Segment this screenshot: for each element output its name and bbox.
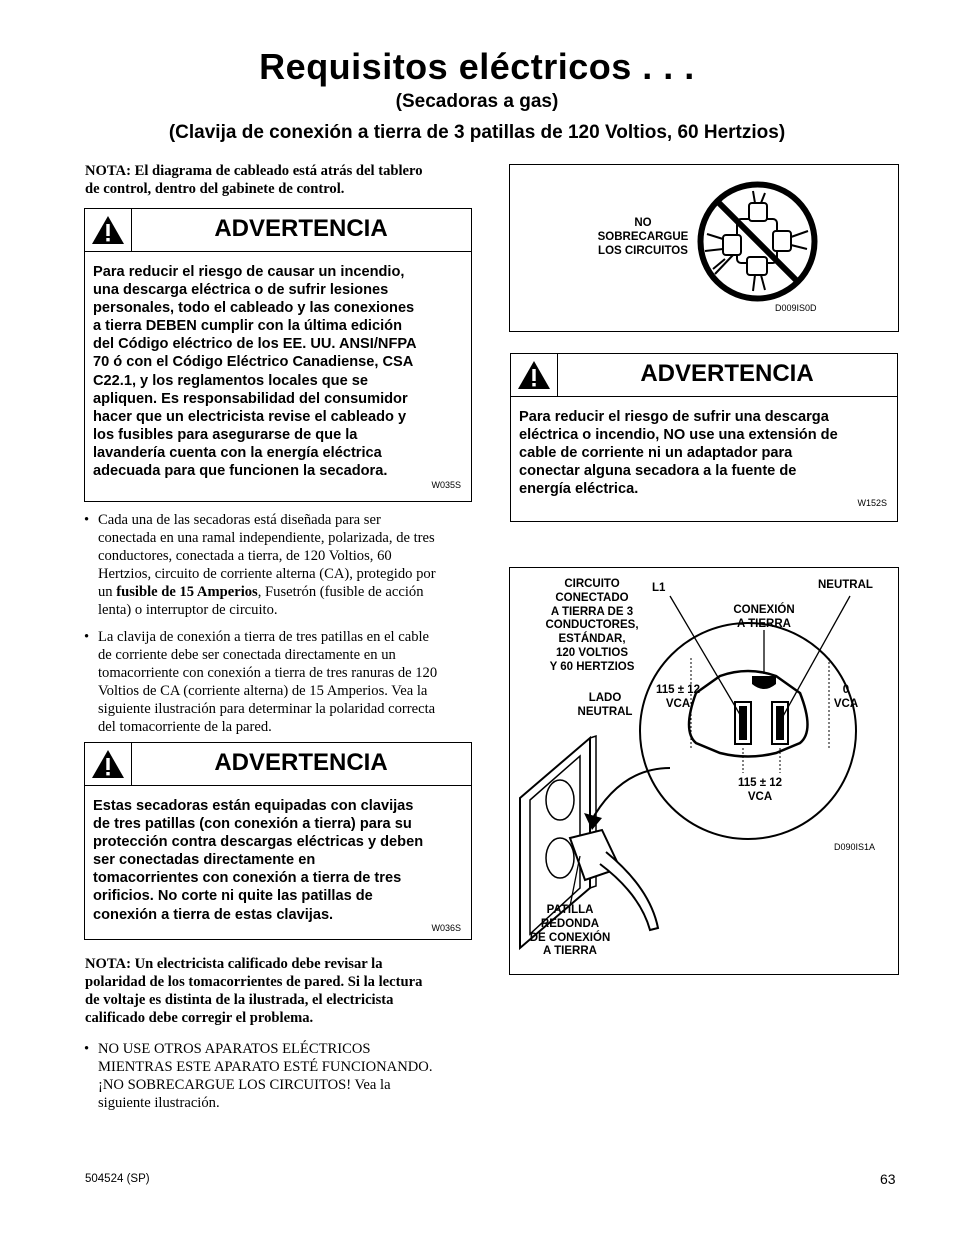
figure-code: D090IS1A [834, 842, 876, 852]
warning-header [511, 354, 897, 397]
page-subtitle-2: (Clavija de conexión a tierra de 3 patillas de 120 Voltios, 60 Hertzios) [168, 122, 786, 143]
circuit-label: CIRCUITO CONECTADO A TIERRA DE 3 CONDUCTORES, ESTÁNDAR, 120 VOLTIOS Y 60 HERTZIOS [545, 578, 639, 673]
warning-title: ADVERTENCIA [214, 749, 388, 776]
bullet-circuit: • Cada una de las secadoras está diseñada para ser conectada en una ramal independiente, polarizada, de tres conductores, conectada a tierra, de 120 Voltios, 60 Hertzios, circuito de corriente alterna (CA), protegido por un fusible de 15 Amperios, Fusetrón (fusible de acción lenta) o interruptor de circuito. [84, 512, 436, 619]
warning-text: Para reducir el riesgo de causar un incendio, una descarga eléctrica o de sufrir lesiones personales, todo el cableado y las conexiones a tierra DEBEN cumplir con la última edición del Código eléctrico de los EE. UU. ANSI/NFPA 70 ó con el Código Eléctrico Canadiense, CSA C22.1, y los reglamentos locales que se apliquen. Es responsabilidad del consumidor hacer que un electricista revise el cableado y los fusibles para asegurarse de que la lavandería cuenta con la energía eléctrica adecuada para que funcionen la secadora. [93, 264, 417, 480]
l1-label: L1 [652, 582, 666, 594]
figure-no-overload [509, 164, 899, 332]
prohibited-multi-plug-icon [695, 179, 820, 304]
figure-code: D009IS0D [775, 303, 817, 313]
warning-box-wiring [84, 208, 472, 502]
warning-box-extension [510, 353, 898, 522]
warning-header [85, 743, 471, 786]
bullet-dot: • [84, 1041, 90, 1057]
note-electrician: NOTA: Un electricista calificado debe revisar la polaridad de los tomacorrientes de pared. Si la lectura de voltaje es distinta de la ilustrada, el electricista calificado debe corregir el problema. [85, 956, 423, 1027]
bullet-dot: • [84, 629, 90, 645]
page-subtitle: (Secadoras a gas) [395, 91, 559, 112]
doc-number: 504524 (SP) [85, 1173, 150, 1185]
warning-box-grounding [84, 742, 472, 940]
warning-code: W036S [431, 923, 461, 933]
warning-title: ADVERTENCIA [214, 215, 388, 242]
bullet-no-overload: • NO USE OTROS APARATOS ELÉCTRICOS MIENTRAS ESTE APARATO ESTÉ FUNCIONANDO. ¡NO SOBRECARGUE LOS CIRCUITOS! Vea la siguiente ilustración. [84, 1041, 433, 1112]
bullet-plug: • La clavija de conexión a tierra de tres patillas en el cable de corriente debe ser conectada directamente en un tomacorriente con conexión a tierra de tres ranuras de 120 Voltios de CA (corriente alterna) de 15 Amperios. Vea la siguiente ilustración para determinar la polaridad correcta del tomacorriente de la pared. [84, 629, 438, 736]
warning-icon [511, 354, 558, 396]
ground-pin-label: PATILLA REDONDA DE CONEXIÓN A TIERRA [529, 904, 611, 958]
warning-title: ADVERTENCIA [640, 360, 814, 387]
warning-text: Para reducir el riesgo de sufrir una descarga eléctrica o incendio, NO use una extensión de cable de corriente ni un adaptador para conectar alguna secadora a la fuente de energía eléctrica. [519, 409, 838, 498]
neutral-label: NEUTRAL [818, 579, 873, 591]
warning-icon [85, 209, 132, 251]
bullet-dot: • [84, 512, 90, 528]
warning-icon [85, 743, 132, 785]
neutral-side-label: LADO NEUTRAL [577, 692, 633, 718]
warning-text: Estas secadoras están equipadas con clavijas de tres patillas (con conexión a tierra) para su protección contra descargas eléctricas y deben ser conectadas directamente en tomacorrientes con conexión a tierra de tres orificios. No corte ni quite las patillas de conexión a tierra de estas clavijas. [93, 798, 424, 923]
voltage-right-label: 0 VCA [833, 684, 859, 710]
warning-header [85, 209, 471, 252]
voltage-left-label: 115 ± 12 VCA [655, 684, 701, 710]
figure-label: NO SOBRECARGUE LOS CIRCUITOS [597, 217, 689, 257]
note-wiring-diagram: NOTA: El diagrama de cableado está atrás del tablero de control, dentro del gabinete de control. [85, 163, 423, 198]
warning-code: W152S [857, 498, 887, 508]
ground-label: CONEXIÓN A TIERRA [733, 604, 795, 630]
warning-code: W035S [431, 480, 461, 490]
voltage-bottom-label: 115 ± 12 VCA [737, 777, 783, 803]
page-number: 63 [880, 1171, 896, 1187]
page-title: Requisitos eléctricos . . . [259, 46, 695, 87]
figure-outlet-polarity [509, 567, 899, 975]
